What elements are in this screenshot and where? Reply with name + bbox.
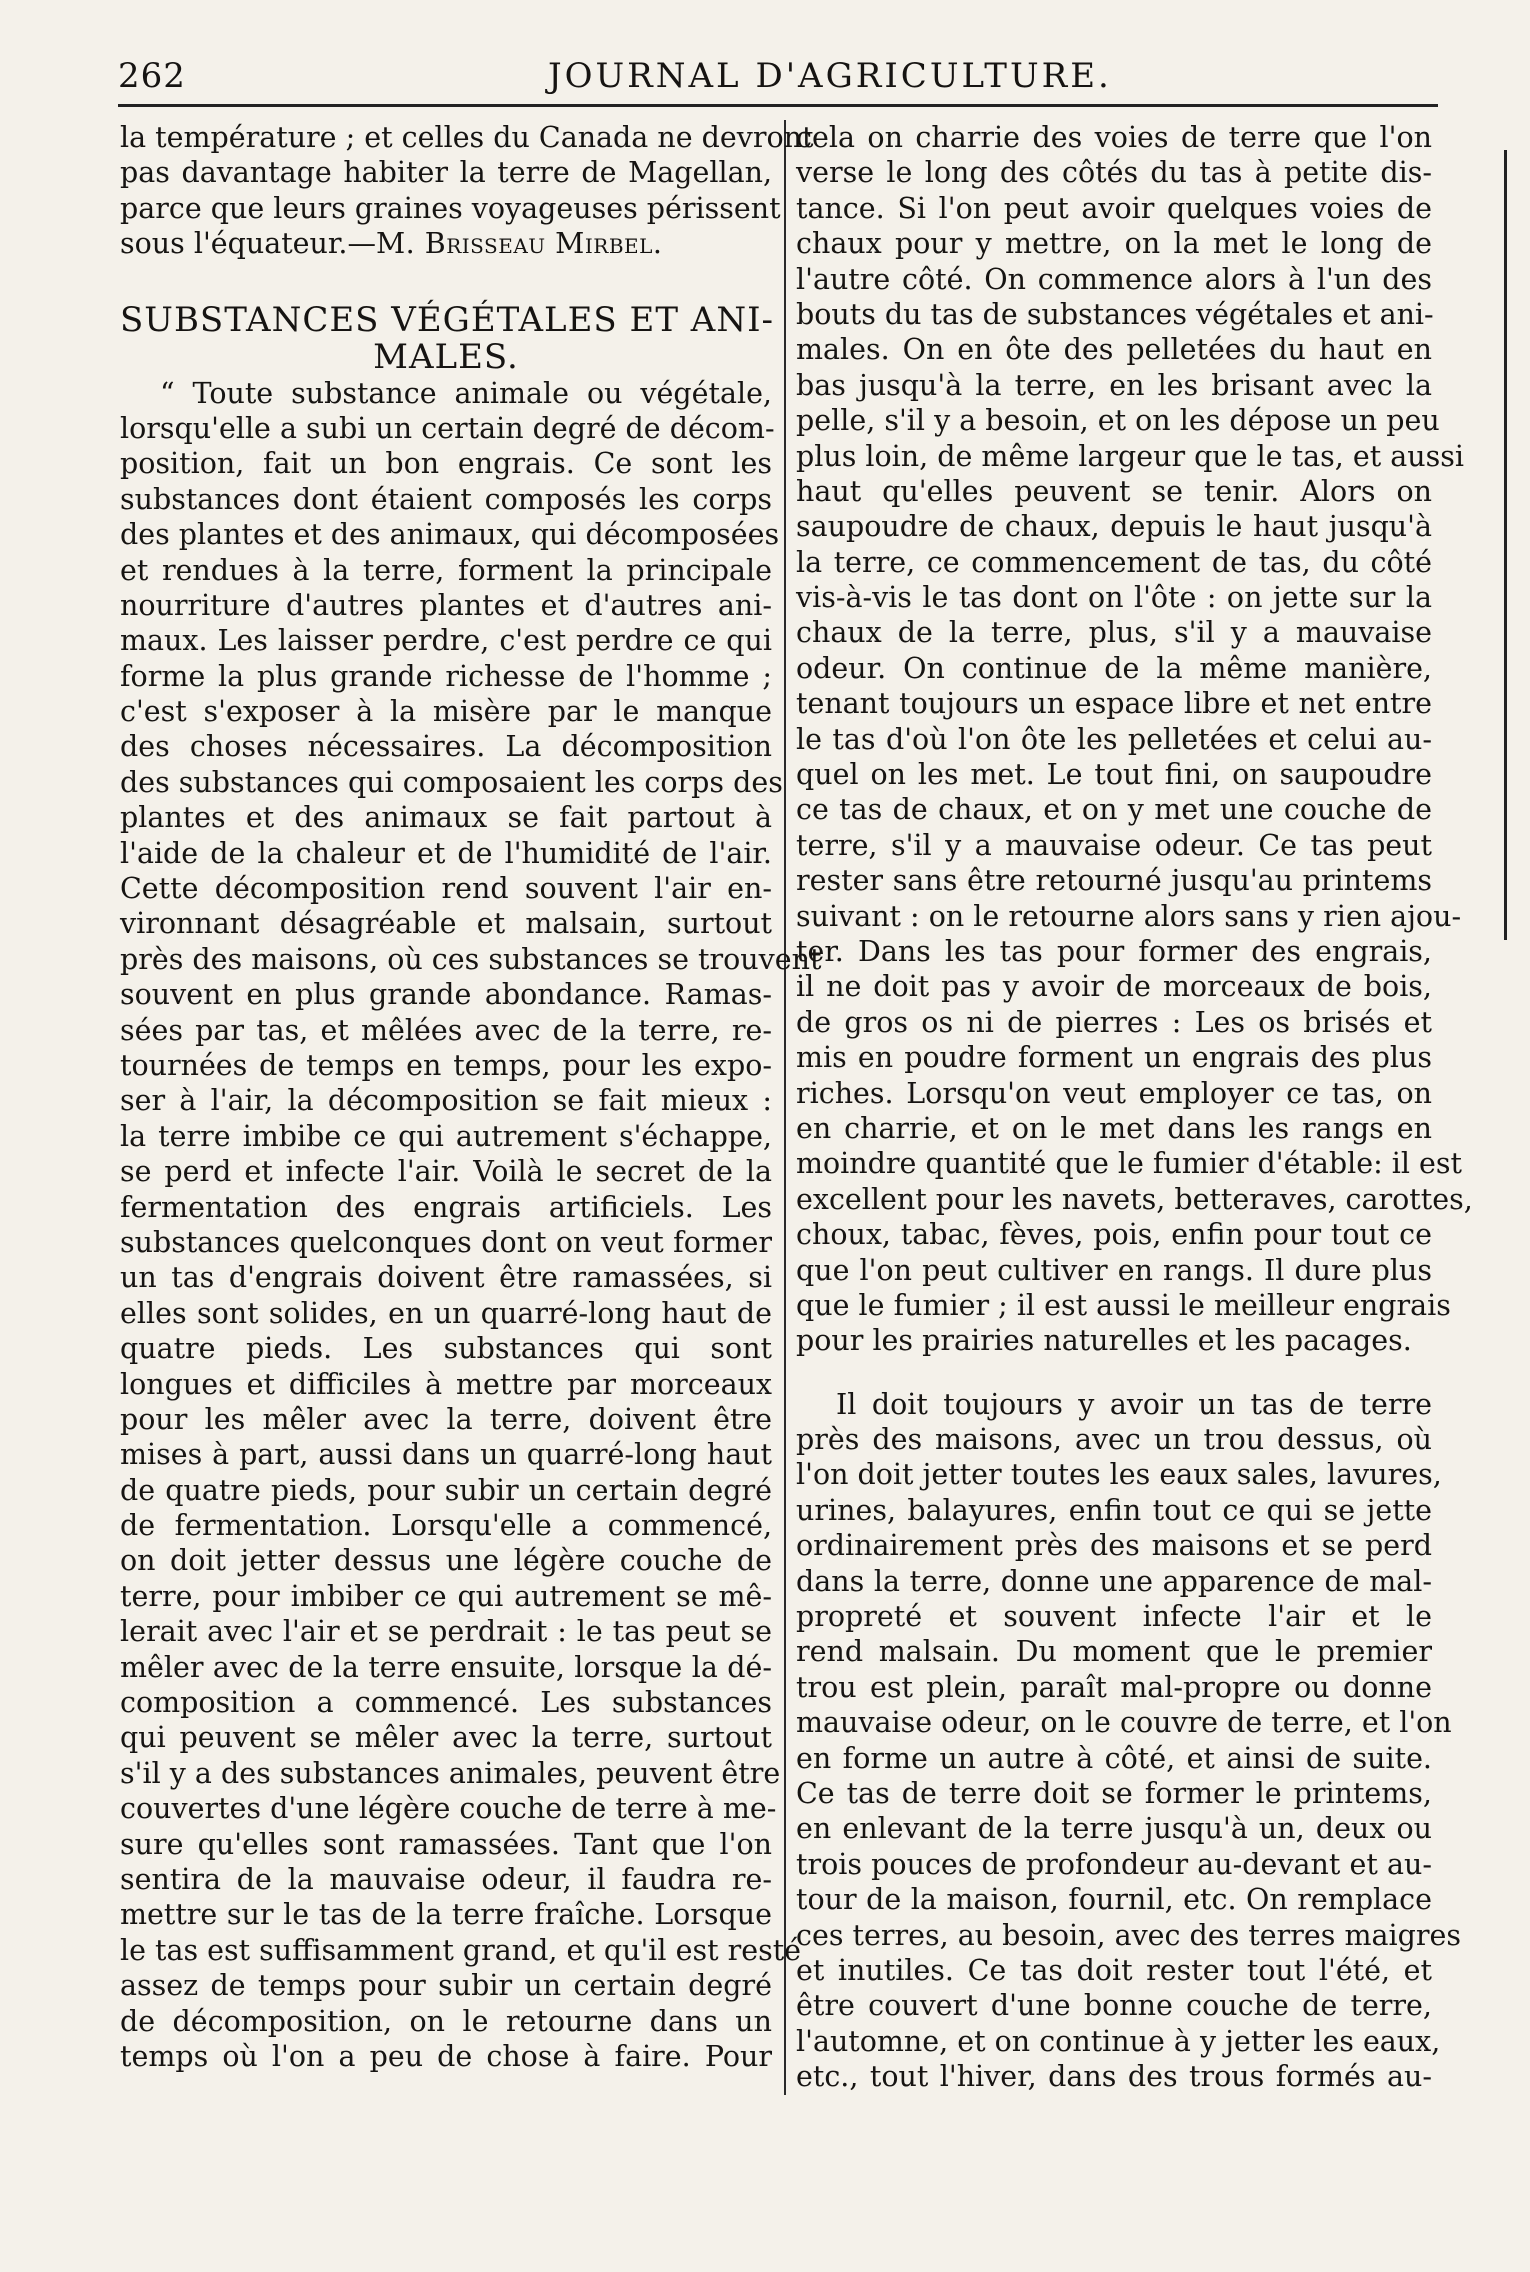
text-line: terre, s'il y a mauvaise odeur. Ce tas peut (796, 828, 1432, 862)
text-line: on doit jetter dessus une légère couche de (120, 1544, 772, 1578)
text-line: moindre quantité que le fumier d'étable: il est (796, 1147, 1463, 1181)
text-line: temps où l'on a peu de chose à faire. Pour (120, 2039, 772, 2073)
section-title-line: SUBSTANCES VÉGÉTALES ET ANI- (120, 299, 775, 340)
text-line: bas jusqu'à la terre, en les brisant avec la (796, 368, 1432, 402)
text-line: saupoudre de chaux, depuis le haut jusqu'à (796, 510, 1432, 544)
text-line: excellent pour les navets, betteraves, carottes, (796, 1182, 1473, 1216)
text-line (120, 226, 772, 261)
header-rule (118, 104, 1438, 107)
page-number: 262 (118, 56, 186, 96)
text-line: des choses nécessaires. La décomposition (120, 730, 772, 764)
text-line: assez de temps pour subir un certain degré (120, 1969, 772, 2003)
text-line: mêler avec de la terre ensuite, lorsque la dé- (120, 1650, 772, 1684)
author-signature: M. Brisseau Mirbel. (375, 227, 663, 261)
text-line: de quatre pieds, pour subir un certain degré (120, 1473, 772, 1507)
text-line: et rendues à la terre, forment la principale (120, 553, 772, 587)
text-line: le tas d'où l'on ôte les pelletées et celui au- (796, 722, 1432, 756)
text-line: cela on charrie des voies de terre que l'on (796, 121, 1432, 154)
text-line: males. On en ôte des pelletées du haut en (796, 333, 1432, 367)
text-line: quel on les met. Le tout fini, on saupoudre (796, 758, 1432, 792)
text-line: pour les prairies naturelles et les pacages. (796, 1324, 1412, 1358)
text-line: de décomposition, on le retourne dans un (120, 2004, 772, 2038)
text-line: trou est plein, paraît mal-propre ou donne (796, 1670, 1432, 1704)
right-column (796, 120, 1473, 2094)
text-line: trois pouces de profondeur au-devant et au- (796, 1847, 1432, 1881)
spacer (120, 262, 772, 302)
text-line: sentira de la mauvaise odeur, il faudra re- (120, 1862, 772, 1896)
text-line: substances dont étaient composés les corps (120, 482, 772, 516)
text-line: Il doit toujours y avoir un tas de terre (836, 1387, 1432, 1421)
text-line: couvertes d'une légère couche de terre à me- (120, 1792, 777, 1826)
margin-mark (1504, 150, 1507, 940)
text-line: ser à l'air, la décomposition se fait mieux : (120, 1084, 772, 1118)
text-line: tance. Si l'on peut avoir quelques voies de (796, 191, 1432, 225)
text-line: parce que leurs graines voyageuses périssent (120, 191, 781, 225)
text-line: plus loin, de même largeur que le tas, et aussi (796, 439, 1464, 473)
text-line: mises à part, aussi dans un quarré-long haut (120, 1438, 772, 1472)
text-line: de fermentation. Lorsqu'elle a commencé, (120, 1509, 772, 1543)
text-line: terre, pour imbiber ce qui autrement se mê- (120, 1579, 772, 1613)
text-line: près des maisons, où ces substances se trouvent (120, 942, 822, 976)
text-line: que le fumier ; il est aussi le meilleur engrais (796, 1288, 1451, 1322)
text-line: substances quelconques dont on veut former (120, 1225, 772, 1259)
text-line: l'aide de la chaleur et de l'humidité de l'air. (120, 836, 772, 870)
text-line: composition a commencé. Les substances (120, 1686, 772, 1720)
text-line: elles sont solides, en un quarré-long haut de (120, 1296, 772, 1330)
text-line: mauvaise odeur, on le couvre de terre, et l'on (796, 1706, 1452, 1740)
text-line: suivant : on le retourne alors sans y rien ajou- (796, 899, 1462, 933)
text-line: pelle, s'il y a besoin, et on les dépose un peu (796, 404, 1440, 438)
text-line: urines, balayures, enfin tout ce qui se jette (796, 1493, 1432, 1527)
text-line: le tas est suffisamment grand, et qu'il est resté (120, 1933, 802, 1967)
intro-paragraph (120, 120, 814, 262)
text-line: ordinairement près des maisons et se perd (796, 1529, 1432, 1563)
text-line: position, fait un bon engrais. Ce sont les (120, 447, 772, 481)
text-line: riches. Lorsqu'on veut employer ce tas, on (796, 1076, 1432, 1110)
text-line: rester sans être retourné jusqu'au printems (796, 864, 1432, 898)
text-line: près des maisons, avec un trou dessus, où (796, 1423, 1432, 1457)
paragraph-2 (796, 1387, 1461, 2095)
text-line: la terre imbibe ce qui autrement s'échappe, (120, 1119, 772, 1153)
text-line: en forme un autre à côté, et ainsi de suite. (796, 1741, 1432, 1775)
text-line: être couvert d'une bonne couche de terre, (796, 1989, 1432, 2023)
text-line: il ne doit pas y avoir de morceaux de bois, (796, 970, 1432, 1004)
text-line: lerait avec l'air et se perdrait : le tas peut se (120, 1615, 772, 1649)
text-line: mis en poudre forment un engrais des plus (796, 1041, 1432, 1075)
text-line: mettre sur le tas de la terre fraîche. Lorsque (120, 1898, 772, 1932)
text-line: s'il y a des substances animales, peuvent être (120, 1756, 781, 1790)
text-line: haut qu'elles peuvent se tenir. Alors on (796, 474, 1432, 508)
text-line: ces terres, au besoin, avec des terres maigres (796, 1918, 1461, 1952)
text-line: Cette décomposition rend souvent l'air en- (120, 872, 772, 906)
text-line: chaux pour y mettre, on la met le long de (796, 227, 1432, 261)
text-line: l'automne, et on continue à y jetter les eaux, (796, 2024, 1441, 2058)
text-line: en enlevant de la terre jusqu'à un, deux ou (796, 1812, 1432, 1846)
text-line: ce tas de chaux, et on y met une couche de (796, 793, 1432, 827)
text-line: choux, tabac, fèves, pois, enfin pour tout ce (796, 1218, 1432, 1252)
text-line: ter. Dans les tas pour former des engrais, (796, 934, 1432, 968)
text-line: se perd et infecte l'air. Voilà le secret de la (120, 1155, 772, 1189)
text-line: l'autre côté. On commence alors à l'un des (796, 262, 1432, 296)
text-line: etc., tout l'hiver, dans des trous formés au- (796, 2060, 1432, 2094)
text-line: et inutiles. Ce tas doit rester tout l'été, et (796, 1953, 1432, 1987)
left-column (120, 120, 822, 2074)
text-line: bouts du tas de substances végétales et ani- (796, 297, 1434, 331)
text-line: c'est s'exposer à la misère par le manque (120, 695, 772, 729)
text-line: quatre pieds. Les substances qui sont (120, 1332, 772, 1366)
text-line: tenant toujours un espace libre et net entre (796, 687, 1432, 721)
text-line: pour les mêler avec la terre, doivent être (120, 1402, 772, 1436)
text-line: tournées de temps en temps, pour les expo- (120, 1048, 772, 1082)
article-body-left (120, 376, 822, 2075)
text-line: chaux de la terre, plus, s'il y a mauvaise (796, 616, 1432, 650)
text-line: de gros os ni de pierres : Les os brisés et (796, 1005, 1432, 1039)
text-line: sure qu'elles sont ramassées. Tant que l'on (120, 1827, 772, 1861)
text-line: dans la terre, donne une apparence de mal- (796, 1564, 1432, 1598)
text-line: odeur. On continue de la même manière, (796, 651, 1432, 685)
text-line: pas davantage habiter la terre de Magellan, (120, 156, 772, 190)
text-line: rend malsain. Du moment que le premier (796, 1635, 1432, 1669)
text-line: maux. Les laisser perdre, c'est perdre ce qui (120, 624, 772, 658)
column-divider (784, 120, 786, 2095)
text-line: souvent en plus grande abondance. Ramas- (120, 978, 772, 1012)
page-header (118, 52, 1438, 102)
text-line: que l'on peut cultiver en rangs. Il dure plus (796, 1253, 1432, 1287)
text-line: la température ; et celles du Canada ne devront (120, 121, 814, 154)
text-line: la terre, ce commencement de tas, du côté (796, 545, 1432, 579)
text-line: verse le long des côtés du tas à petite dis- (796, 156, 1432, 190)
text-line: des plantes et des animaux, qui décomposées (120, 518, 780, 552)
text-line: un tas d'engrais doivent être ramassées, si (120, 1261, 772, 1295)
text-line: longues et difficiles à mettre par morceaux (120, 1367, 772, 1401)
text-line: l'on doit jetter toutes les eaux sales, lavures, (796, 1458, 1442, 1492)
text-line: sées par tas, et mêlées avec de la terre, re- (120, 1013, 772, 1047)
text-line: plantes et des animaux se fait partout à (120, 801, 772, 835)
text-line: vironnant désagréable et malsain, surtout (120, 907, 772, 941)
text-line: fermentation des engrais artificiels. Les (120, 1190, 772, 1224)
running-title: JOURNAL D'AGRICULTURE. (548, 56, 1112, 96)
section-heading (120, 299, 775, 377)
text-line: forme la plus grande richesse de l'homme ; (120, 659, 772, 693)
intro-last: sous l'équateur.— (120, 227, 376, 261)
article-body-right (796, 120, 1473, 1359)
text-line: nourriture d'autres plantes et d'autres ani- (120, 588, 772, 622)
text-line: lorsqu'elle a subi un certain degré de décom- (120, 411, 775, 445)
section-title-line: MALES. (373, 336, 519, 377)
text-line: qui peuvent se mêler avec la terre, surtout (120, 1721, 772, 1755)
text-line: vis-à-vis le tas dont on l'ôte : on jette sur la (796, 581, 1432, 615)
text-line: propreté et souvent infecte l'air et le (796, 1600, 1432, 1634)
text-line: en charrie, et on le met dans les rangs en (796, 1111, 1432, 1145)
text-line: tour de la maison, fournil, etc. On remplace (796, 1883, 1432, 1917)
text-line: des substances qui composaient les corps des (120, 765, 783, 799)
spacer (796, 1359, 1432, 1387)
text-line: Ce tas de terre doit se former le printems, (796, 1776, 1432, 1810)
text-line: “ Toute substance animale ou végétale, (160, 376, 772, 410)
